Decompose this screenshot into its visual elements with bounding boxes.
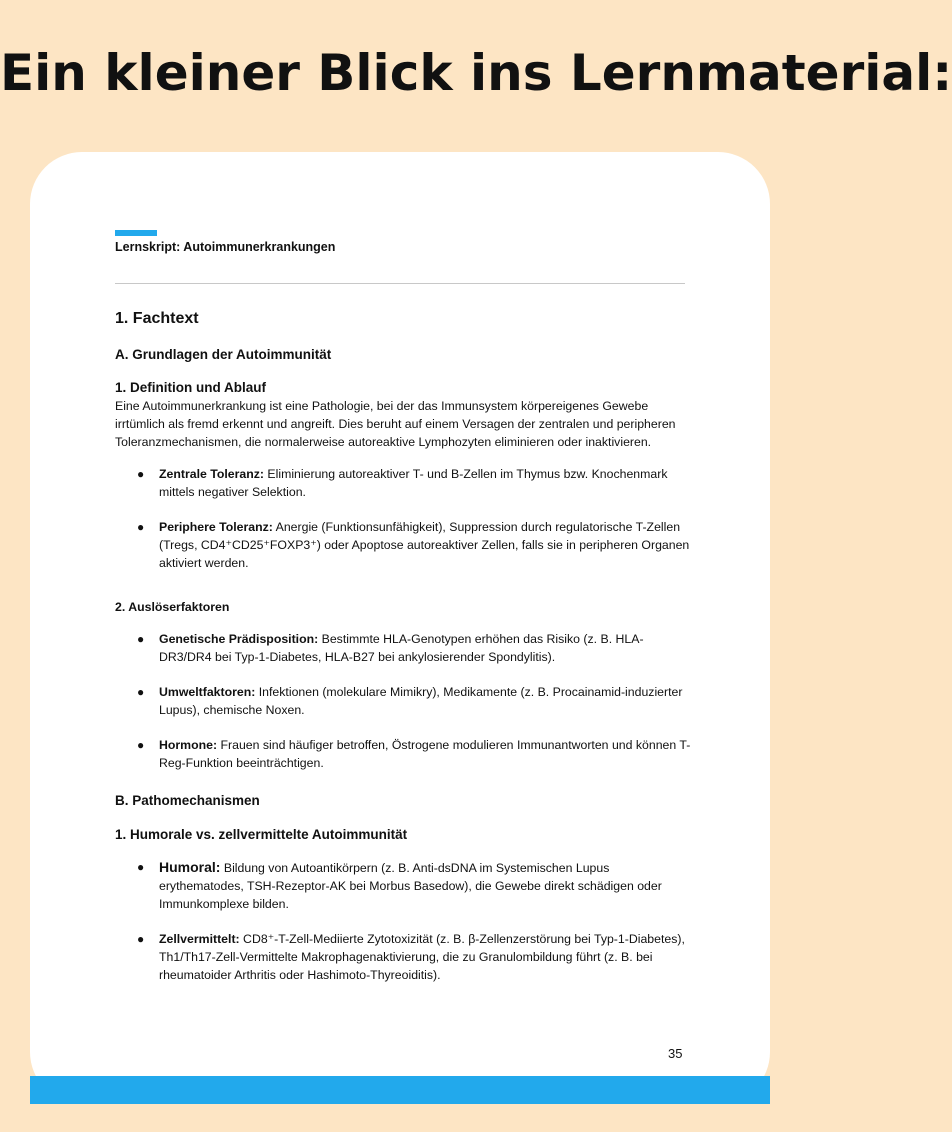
item-text: Frauen sind häufiger betroffen, Östrogene modulieren Immunantworten und können T-Reg-Funktion beeinträchtigen.	[159, 738, 691, 770]
page-banner-title: Ein kleiner Blick ins Lernmaterial:	[0, 44, 952, 102]
list-item	[115, 630, 695, 666]
item-lead: Zentrale Toleranz:	[159, 467, 264, 481]
heading-pathomechanismen: B. Pathomechanismen	[115, 793, 260, 808]
trigger-list	[115, 630, 695, 772]
item-text: Bestimmte HLA-Genotypen erhöhen das Risiko (z. B. HLA-DR3/DR4 bei Typ-1-Diabetes, HLA-B27 bei ankylosierender Spondylitis).	[159, 632, 644, 664]
footer-bar	[30, 1076, 770, 1104]
item-text: CD8⁺-T-Zell-Mediierte Zytotoxizität (z. B. β-Zellenzerstörung bei Typ-1-Diabetes), Th1/Th17-Zell-Vermittelte Makrophagenaktivierung, die zu Granulombildung führt (z. B. bei rheumatoider Arthritis oder Hashimoto-Thyreoiditis).	[159, 932, 685, 982]
heading-fachtext: 1. Fachtext	[115, 310, 199, 327]
list-item	[115, 736, 695, 772]
page-number: 35	[668, 1046, 683, 1061]
bullet-icon: ●	[137, 520, 145, 534]
definition-paragraph: Eine Autoimmunerkrankung ist eine Pathologie, bei der das Immunsystem körpereigenes Gewebe irrtümlich als fremd erkennt und angreift. Dies beruht auf einem Versagen der zentralen und peripheren Toleranzmechanismen, die normalerweise autoreaktive Lymphozyten eliminieren oder inaktivieren.	[115, 399, 676, 449]
bullet-icon: ●	[137, 467, 145, 481]
heading-humoral-vs-zellvermittelt: 1. Humorale vs. zellvermittelte Autoimmunität	[115, 827, 408, 842]
document-title: Lernskript: Autoimmunerkrankungen	[115, 240, 336, 254]
item-text: Anergie (Funktionsunfähigkeit), Suppression durch regulatorische T-Zellen (Tregs, CD4⁺CD25⁺FOXP3⁺) oder Apoptose autoreaktiver Zellen, falls sie in peripheren Organen aktiviert werden.	[159, 520, 690, 570]
item-text: Eliminierung autoreaktiver T- und B-Zellen im Thymus bzw. Knochenmark mittels negativer Selektion.	[159, 467, 668, 499]
item-lead: Hormone:	[159, 738, 218, 752]
item-text: Infektionen (molekulare Mimikry), Medikamente (z. B. Procainamid-induzierter Lupus), chemische Noxen.	[159, 685, 683, 717]
list-item	[115, 465, 695, 501]
heading-ausloeserfaktoren: 2. Auslöserfaktoren	[115, 600, 230, 614]
divider	[115, 283, 685, 284]
document-page	[30, 152, 770, 1104]
bullet-icon: ●	[137, 738, 145, 752]
list-item	[115, 518, 695, 572]
document-body	[115, 302, 695, 1001]
accent-bar	[115, 230, 157, 236]
tolerance-list	[115, 465, 695, 572]
bullet-icon: ●	[137, 632, 145, 646]
item-lead: Zellvermittelt:	[159, 932, 240, 946]
list-item	[115, 930, 695, 984]
bullet-icon: ●	[137, 685, 145, 699]
list-item	[115, 858, 695, 913]
bullet-icon: ●	[137, 932, 145, 946]
item-text: Bildung von Autoantikörpern (z. B. Anti-dsDNA im Systemischen Lupus erythematodes, TSH-Rezeptor-AK bei Morbus Basedow), die Gewebe direkt schädigen oder Immunkomplexe bilden.	[159, 861, 662, 911]
mechanism-list	[115, 858, 695, 984]
item-lead: Genetische Prädisposition:	[159, 632, 319, 646]
heading-grundlagen: A. Grundlagen der Autoimmunität	[115, 347, 332, 362]
bullet-icon: ●	[137, 860, 145, 874]
item-lead: Humoral:	[159, 859, 221, 875]
item-lead: Periphere Toleranz:	[159, 520, 273, 534]
heading-definition: 1. Definition und Ablauf	[115, 380, 266, 395]
list-item	[115, 683, 695, 719]
item-lead: Umweltfaktoren:	[159, 685, 256, 699]
